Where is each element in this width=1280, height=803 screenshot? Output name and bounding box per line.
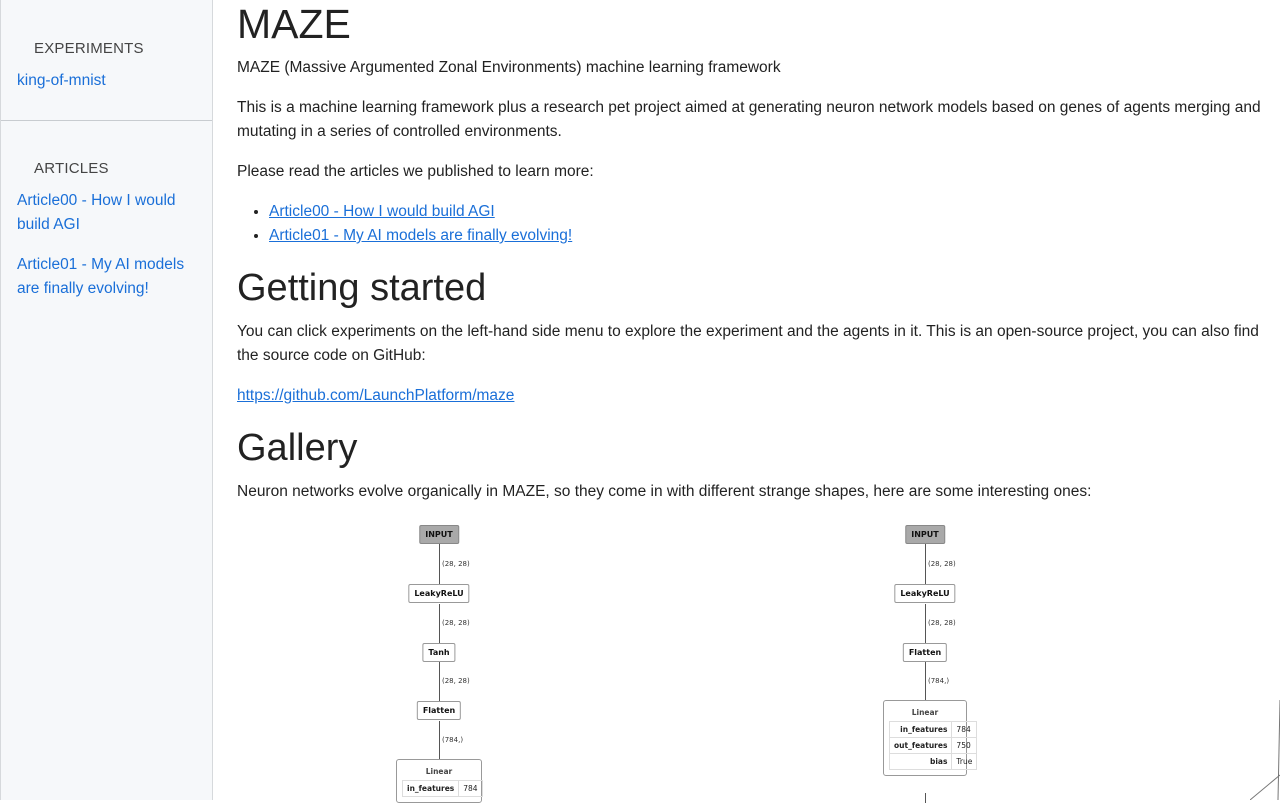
experiments-heading: EXPERIMENTS: [34, 40, 212, 57]
shape-label: (28, 28): [442, 560, 470, 568]
intro-paragraph: This is a machine learning framework plus a research pet project aimed at generating neuron network models based on genes of agents merging and mutating in a series of controlled environments.: [237, 96, 1267, 144]
param-value: 784: [952, 722, 977, 738]
article01-link[interactable]: Article01 - My AI models are finally evolving!: [269, 227, 572, 244]
articles-heading: ARTICLES: [34, 160, 212, 177]
table-row: [890, 754, 977, 770]
table-row: [890, 738, 977, 754]
gallery-heading: Gallery: [237, 426, 357, 470]
layer-node: Flatten: [417, 701, 461, 720]
layer-node: Tanh: [422, 643, 455, 662]
edge: [925, 793, 926, 803]
shape-label: (28, 28): [928, 560, 956, 568]
list-item: [269, 200, 572, 224]
sidebar: [0, 0, 213, 800]
corner-decoration-icon: [1250, 700, 1280, 800]
param-key: out_features: [890, 738, 952, 754]
getting-started-heading: Getting started: [237, 266, 486, 310]
param-key: in_features: [403, 781, 459, 797]
experiments-section: [1, 0, 212, 121]
list-item: [269, 224, 572, 248]
edge: [925, 544, 926, 584]
article00-link[interactable]: Article00 - How I would build AGI: [269, 203, 495, 220]
shape-label: (784,): [442, 736, 463, 744]
param-key: in_features: [890, 722, 952, 738]
sidebar-item-king-of-mnist[interactable]: king-of-mnist: [17, 69, 192, 93]
linear-title: Linear: [884, 701, 966, 721]
layer-node: LeakyReLU: [408, 584, 469, 603]
sidebar-item-article01[interactable]: Article01 - My AI models are finally evolving!: [17, 253, 192, 301]
layer-node: LeakyReLU: [894, 584, 955, 603]
input-node: INPUT: [419, 525, 459, 544]
linear-title: Linear: [397, 760, 481, 780]
param-key: bias: [890, 754, 952, 770]
article-list: [237, 200, 572, 248]
page-title: MAZE: [237, 1, 351, 47]
gallery-text: Neuron networks evolve organically in MAZE, so they come in with different strange shapes, here are some interesting ones:: [237, 480, 1267, 504]
input-node: INPUT: [905, 525, 945, 544]
shape-label: (28, 28): [442, 677, 470, 685]
page-subtitle: MAZE (Massive Argumented Zonal Environments) machine learning framework: [237, 56, 1267, 80]
network-diagram-2: [237, 520, 1267, 800]
articles-section: [1, 121, 212, 301]
shape-label: (784,): [928, 677, 949, 685]
linear-layer: [883, 700, 967, 776]
param-value: True: [952, 754, 977, 770]
github-paragraph: [237, 384, 1267, 408]
shape-label: (28, 28): [928, 619, 956, 627]
github-link[interactable]: https://github.com/LaunchPlatform/maze: [237, 387, 514, 404]
param-value: 784: [459, 781, 482, 797]
edge: [925, 604, 926, 644]
layer-node: Flatten: [903, 643, 947, 662]
edge: [925, 662, 926, 702]
table-row: [890, 722, 977, 738]
linear-params: [889, 721, 977, 770]
gallery: [237, 520, 1267, 800]
getting-started-text: You can click experiments on the left-hand side menu to explore the experiment and the agents in it. This is an open-source project, you can also find the source code on GitHub:: [237, 320, 1267, 368]
sidebar-item-article00[interactable]: Article00 - How I would build AGI: [17, 189, 192, 237]
read-prompt: Please read the articles we published to learn more:: [237, 160, 1267, 184]
param-value: 750: [952, 738, 977, 754]
shape-label: (28, 28): [442, 619, 470, 627]
